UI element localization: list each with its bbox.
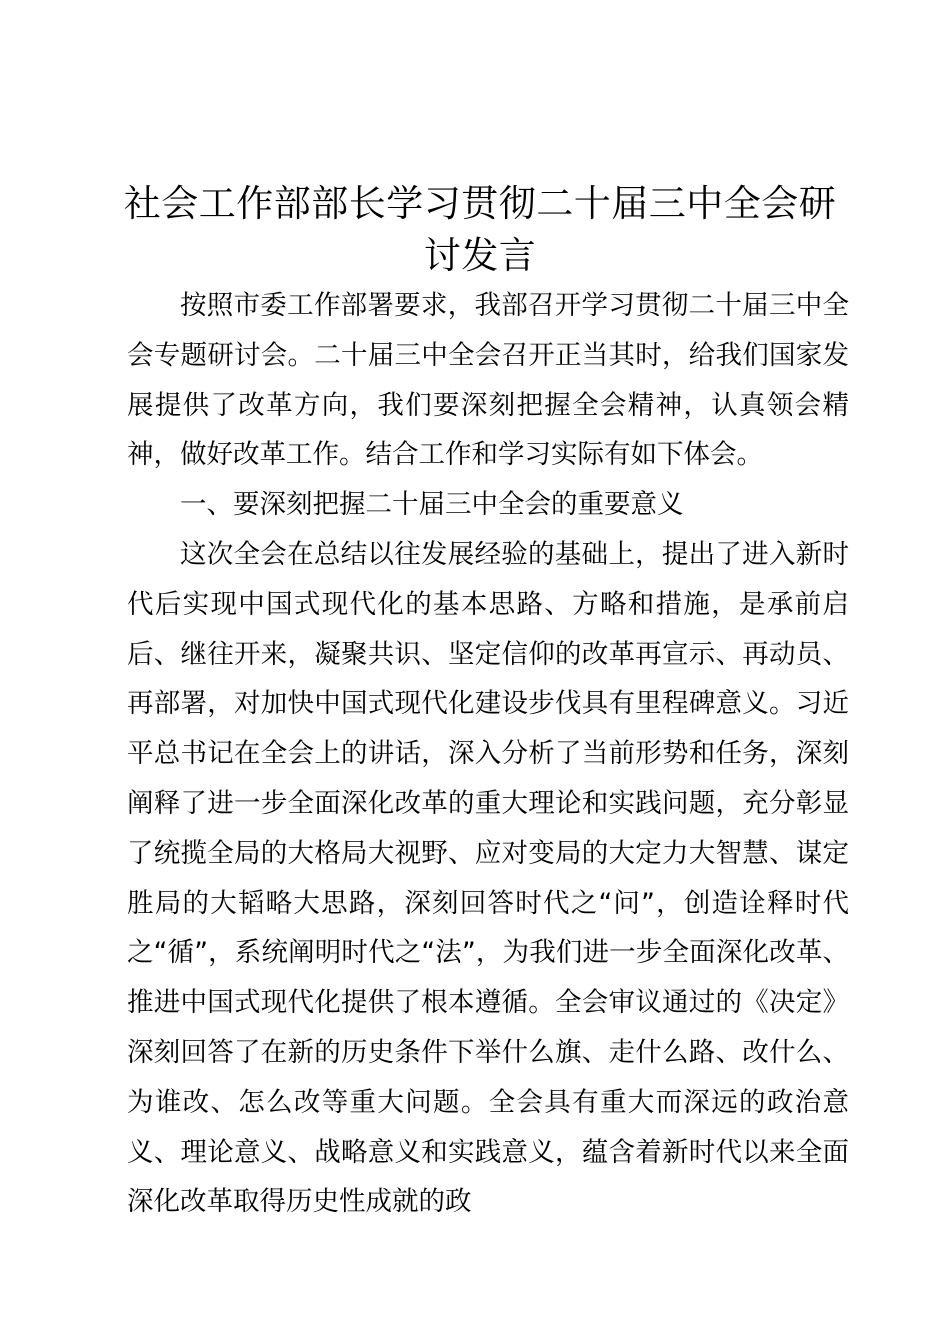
document-title: 社会工作部部长学习贯彻二十届三中全会研讨发言 [123, 182, 837, 277]
paragraph-significance: 这次全会在总结以往发展经验的基础上，提出了进入新时代后实现中国式现代化的基本思路、方略和措施，是承前启后、继往开来，凝聚共识、坚定信仰的改革再宣示、再动员、再部署，对加快中国式现代化建设步伐具有里程碑意义。习近平总书记在全会上的讲话，深入分析了当前形势和任务，深刻阐释了进一步全面深化改革的重大理论和实践问题，充分彰显了统揽全局的大格局大视野、应对变局的大定力大智慧、谋定胜局的大韬略大思路，深刻回答时代之“问”，创造诠释时代之“循”，系统阐明时代之“法”，为我们进一步全面深化改革、推进中国式现代化提供了根本遵循。全会审议通过的《决定》深刻回答了在新的历史条件下举什么旗、走什么路、改什么、为谁改、怎么改等重大问题。全会具有重大而深远的政治意义、理论意义、战略意义和实践意义，蕴含着新时代以来全面深化改革取得历史性成就的政 [127, 538, 849, 1218]
paragraph-intro: 按照市委工作部署要求，我部召开学习贯彻二十届三中全会专题研讨会。二十届三中全会召开正当其时，给我们国家发展提供了改革方向，我们要深刻把握全会精神，认真领会精神，做好改革工作。结合工作和学习实际有如下体会。 [127, 290, 849, 471]
section-heading-1: 一、要深刻把握二十届三中全会的重要意义 [180, 489, 684, 521]
document-body [127, 281, 849, 1227]
